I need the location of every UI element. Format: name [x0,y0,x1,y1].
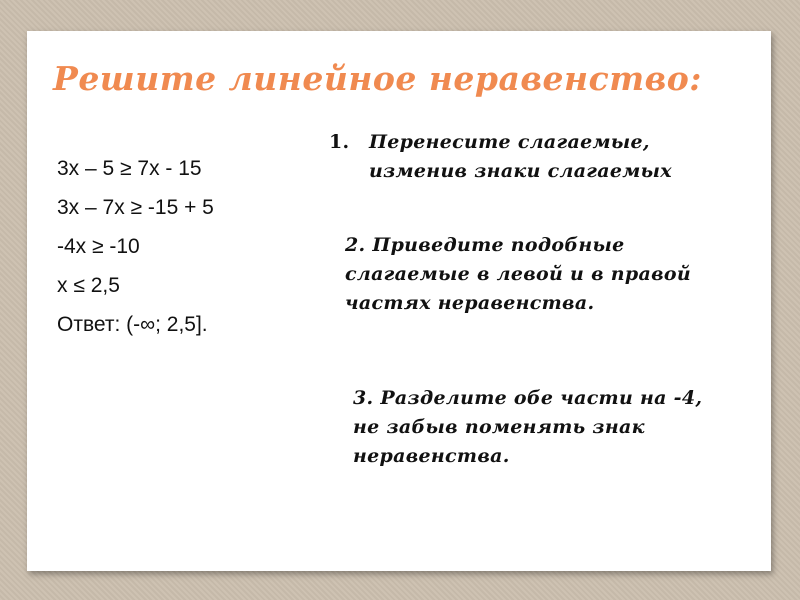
instruction-step-2: 2. Приведите подобные слагаемые в левой и в правой частях неравенства. [345,234,691,314]
solution-steps [57,149,214,344]
instruction-step-3: 3. Разделите обе части на -4, не забыв поменять знак неравенства. [353,387,703,467]
solution-line: 3х – 7х ≥ -15 + 5 [57,196,214,219]
step-number: 1. [329,131,350,153]
solution-line: -4х ≥ -10 [57,235,140,258]
instruction-step-1 [329,128,739,186]
slide-title: Решите линейное неравенство: [53,59,702,98]
answer-line: Ответ: (-∞; 2,5]. [57,313,208,336]
slide [27,31,771,571]
solution-line: 3х – 5 ≥ 7х - 15 [57,157,202,180]
step-text: Перенесите слагаемые, изменив знаки слагаемых [369,131,672,182]
solution-line: х ≤ 2,5 [57,274,120,297]
